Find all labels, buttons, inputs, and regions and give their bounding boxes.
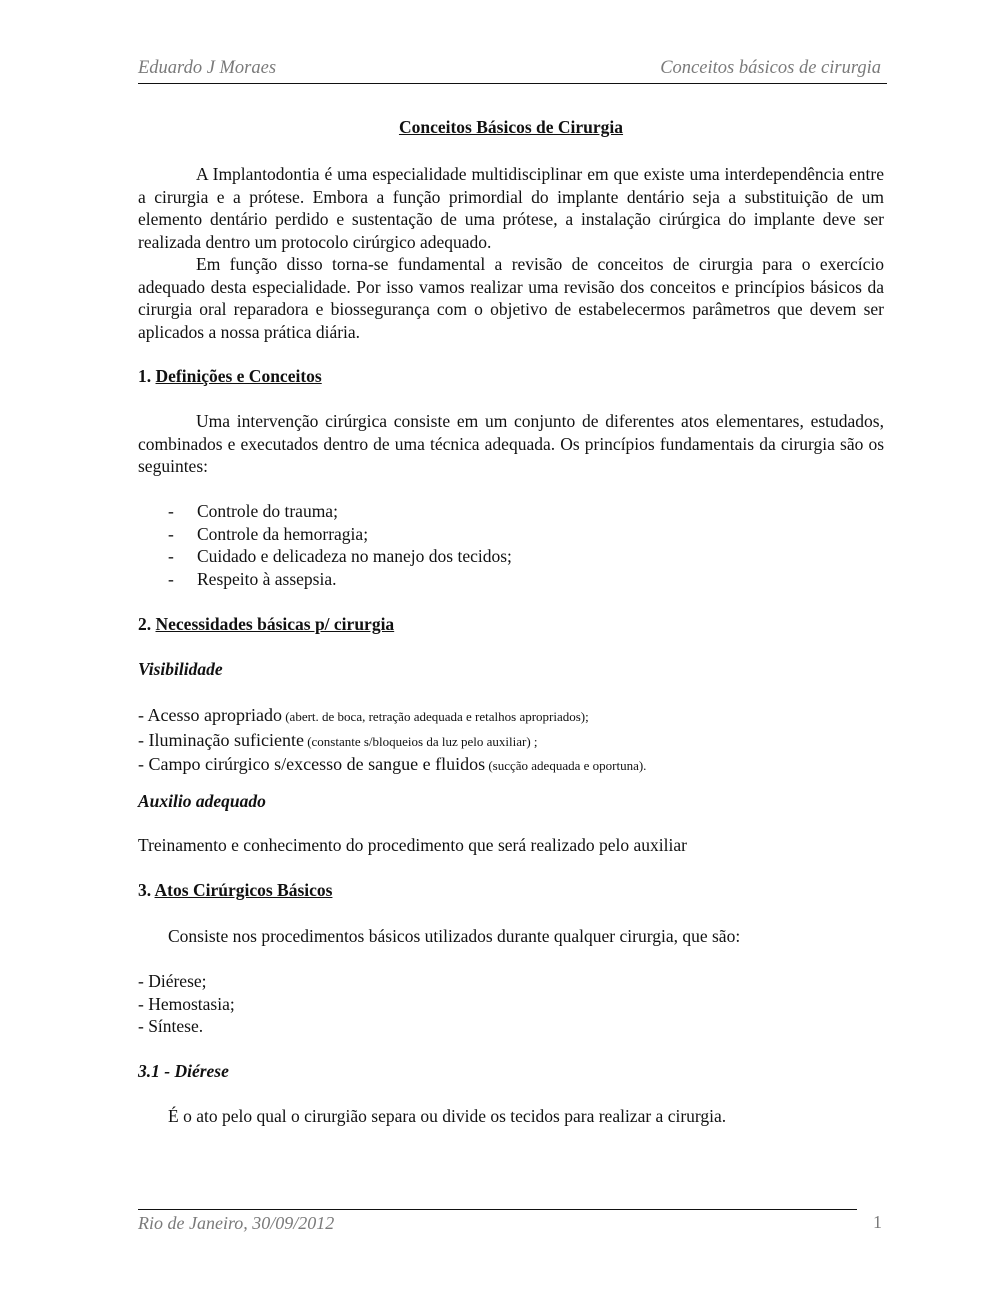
bullet-dash: - (168, 546, 174, 566)
section-1-number: 1. (138, 366, 152, 386)
bullet-dash: - (168, 523, 174, 544)
list-item-text: Respeito à assepsia. (197, 568, 337, 589)
list-item-note: (sucção adequada e oportuna). (485, 758, 647, 773)
section-3-number: 3. (138, 880, 152, 900)
visibility-list (138, 704, 646, 778)
list-item (138, 704, 646, 729)
section-1-title: Definições e Conceitos (155, 366, 322, 386)
list-item (138, 500, 512, 523)
section-2-title: Necessidades básicas p/ cirurgia (155, 614, 395, 634)
intro-paragraph-1-text: A Implantodontia é uma especialidade multidisciplinar em que existe uma interdependência entre a cirurgia e a prótese. Embora a função primordial do implante dentário seja a substituição de um elemento dentário perdido e sustentação de uma prótese, a instalação cirúrgica do implante deve ser realizada dentro um protocolo cirúrgico adequado. (138, 164, 884, 252)
list-item (138, 568, 512, 591)
intro-paragraph-2 (138, 253, 884, 343)
list-item-main: - Campo cirúrgico s/excesso de sangue e fluidos (138, 754, 486, 774)
list-item-note: (constante s/bloqueios da luz pelo auxiliar) ; (303, 733, 538, 749)
bullet-dash: - (168, 568, 174, 589)
footer-place-date: Rio de Janeiro, 30/09/2012 (138, 1213, 335, 1233)
page-number: 1 (873, 1212, 882, 1232)
section-3-intro: Consiste nos procedimentos básicos utilizados durante qualquer cirurgia, que são: (168, 926, 741, 946)
list-item (138, 523, 512, 546)
visibility-subheading: Visibilidade (138, 659, 223, 679)
list-item (138, 729, 646, 754)
surgical-acts-list (138, 970, 235, 1038)
section-1-heading (138, 366, 322, 387)
header-author: Eduardo J Moraes (138, 58, 277, 78)
list-item-main: - Acesso apropriado (138, 705, 282, 725)
list-item-note: (abert. de boca, retração adequada e retalhos apropriados); (281, 709, 589, 724)
list-item: - Diérese; (138, 971, 207, 991)
assistance-subheading: Auxilio adequado (138, 791, 266, 811)
section-2-number: 2. (138, 614, 152, 634)
intro-paragraph-2-text: Em função disso torna-se fundamental a revisão de conceitos de cirurgia para o exercício adequado desta especialidade. Por isso vamos realizar uma revisão dos conceitos e princípios básicos da cirurgia oral reparadora e biossegurança com o objetivo de estabelecermos parâmetros que devem ser aplicados a nossa prática diária. (138, 254, 884, 342)
list-item (138, 753, 646, 778)
header-running-title: Conceitos básicos de cirurgia (660, 58, 881, 78)
footer-divider (138, 1209, 857, 1210)
list-item: - Hemostasia; (138, 993, 235, 1014)
list-item (138, 545, 512, 568)
list-item-text: Controle do trauma; (197, 501, 338, 521)
document-title: Conceitos Básicos de Cirurgia (398, 117, 624, 137)
section-1-paragraph-text: Uma intervenção cirúrgica consiste em um conjunto de diferentes atos elementares, estudados, combinados e executados dentro de uma técnica adequada. Os princípios fundamentais da cirurgia são os seguintes: (138, 411, 884, 476)
subsection-3-1-text: É o ato pelo qual o cirurgião separa ou divide os tecidos para realizar a cirurgia. (168, 1106, 727, 1126)
subsection-3-1-heading: 3.1 - Diérese (138, 1061, 229, 1081)
list-item-main: - Iluminação suficiente (138, 729, 304, 750)
intro-paragraph-1 (138, 163, 884, 253)
page-header (138, 58, 887, 84)
assistance-text: Treinamento e conhecimento do procedimento que será realizado pelo auxiliar (138, 835, 687, 855)
section-2-heading (138, 614, 394, 635)
bullet-dash: - (168, 501, 174, 521)
list-item-text: Cuidado e delicadeza no manejo dos tecidos; (197, 546, 512, 566)
section-3-title: Atos Cirúrgicos Básicos (154, 880, 333, 900)
section-1-paragraph (138, 410, 884, 478)
list-item: - Síntese. (138, 1016, 204, 1036)
list-item-text: Controle da hemorragia; (197, 523, 369, 544)
principles-list (138, 500, 512, 590)
section-3-heading (138, 880, 332, 901)
